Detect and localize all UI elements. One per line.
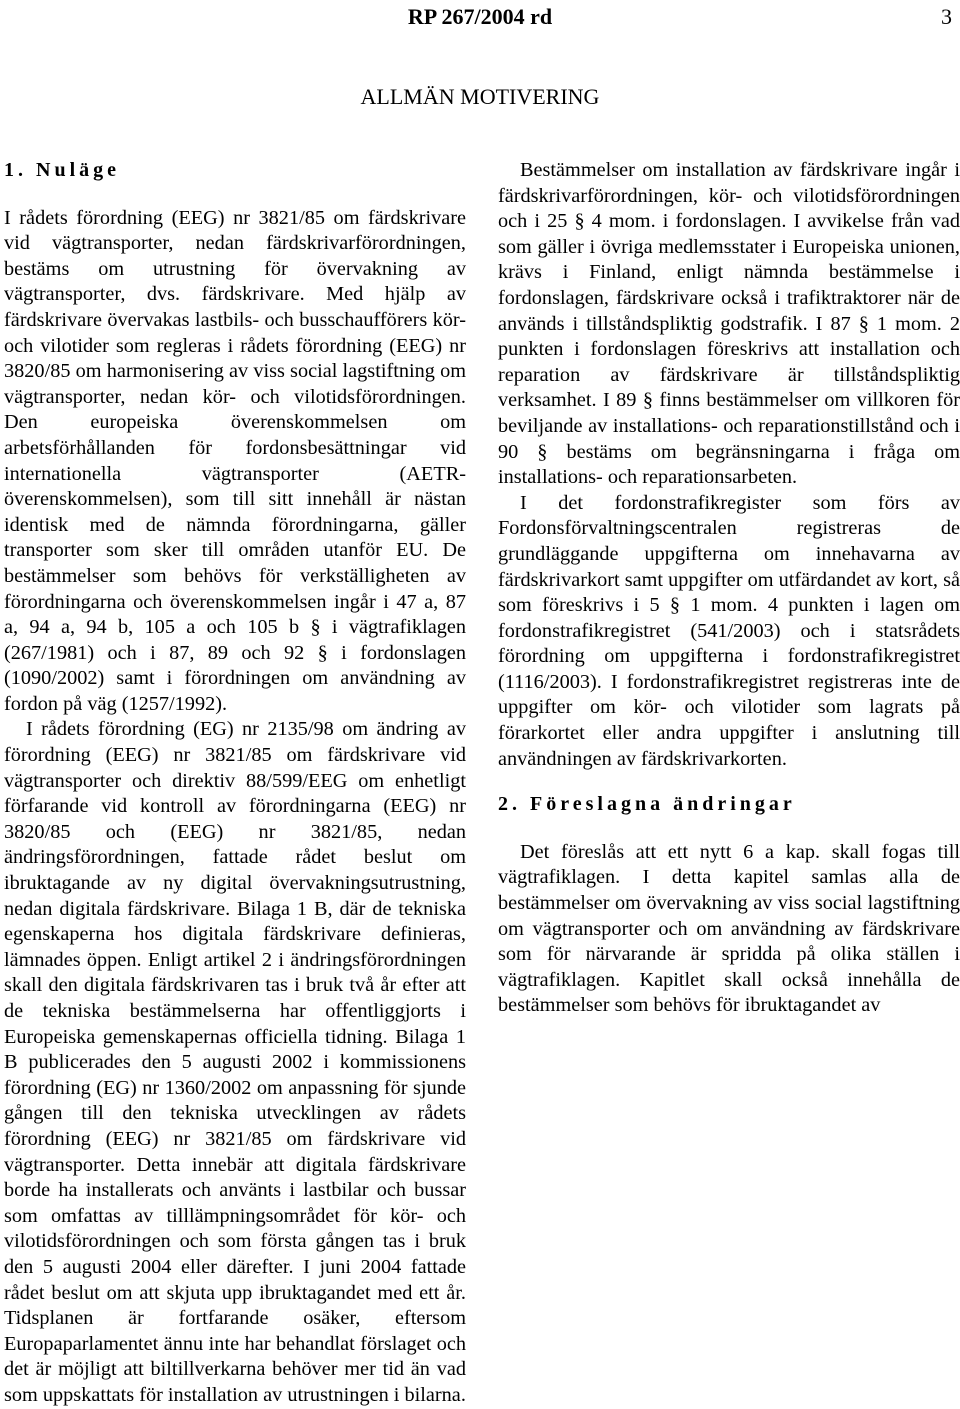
document-id: RP 267/2004 rd [407, 4, 553, 29]
section-heading-1: 1. Nuläge [4, 159, 120, 181]
paragraph-1: I rådets förordning (EEG) nr 3821/85 om färdskrivare vid vägtransporter, nedan färdskrivarförordningen, bestäms om utrustning för övervakning av vägtransporter, dvs. färdskrivare. Med hjälp av färdskrivare övervakas lastbils- och busschaufförers kör- och vilotider som regleras i rådets förordning (EEG) nr 3820/85 om harmonisering av viss social lagstiftning om vägtransporter, nedan kör- och vilotidsförordningen. Den europeiska överenskommelsen om arbetsförhållanden för fordonsbesättningar vid internationella vägtransporter (AETR-överenskommelsen), som till sitt innehåll är nästan identisk med de nämnda förordningarna, gäller transporter som sker till områden utanför EU. De bestämmelser som behövs för verkställigheten av förordningarna och överenskommelsen ingår i 47 a, 87 a, 94 a, 94 b, 105 a och 105 b § i vägtrafiklagen (267/1981) och i 87, 89 och 92 § i fordonslagen (1090/2002) samt i förordningen om användning av fordon på väg (1257/1992). [4, 206, 466, 715]
paragraph-2: I rådets förordning (EG) nr 2135/98 om ändring av förordning (EEG) nr 3821/85 om färdskrivare vid vägtransporter och direktiv 88/599/EEG om enhetligt förfarande vid kontroll av förordningarna (EEG) nr 3820/85 och (EEG) nr 3821/85, nedan ändringsförordningen, fattade rådet beslut om ibruktagande av ny digital övervakningsutrustning, nedan digitala färdskrivare. Bilaga 1 B, där de tekniska egenskaperna hos digitala färdskrivare definieras, lämnades öppen. Enligt artikel 2 i ändringsförordningen skall den digitala färdskrivaren tas i bruk två år efter att de tekniska bestämmelserna har offentliggjorts i Europeiska gemenskapernas officiella tidning. Bilaga 1 B publicerades den 5 augusti 2002 i kommissionens förordning (EG) nr 1360/2002 om anpassning för sjunde gången till den tekniska utvecklingen av rådets förordning (EEG) nr 3821/85 om färdskrivare vid vägtransporter. Detta innebär att digitala färdskrivare borde ha installerats och använts i lastbilar och bussar som omfattas av tilllämpningsområdet för kör- och vilotidsförordningen och som första gången tas i bruk den 5 augusti 2004 eller därefter. I juni 2004 fattade rådet beslut om att skjuta upp ibruktagandet med ett år. Tidsplanen är fortfarande osäker, eftersom Europaparlamentet ännu inte har behandlat förslaget och det är möjligt att biltillverkarna behöver mer tid än vad som uppskattats för installation av utrustningen i bilarna. [4, 718, 466, 1406]
page-number: 3 [941, 4, 952, 29]
right-column [498, 158, 960, 1019]
main-title: ALLMÄN MOTIVERING [360, 84, 600, 109]
section-heading-2: 2. Föreslagna ändringar [498, 793, 796, 816]
page-header [0, 4, 960, 32]
paragraph-4: I det fordonstrafikregister som förs av Fordonsförvaltningscentralen registreras de grundläggande uppgifterna om innehavarna av färdskrivarkort samt uppgifter om utfärdandet av kort, så som föreskrivs i 5 § 1 mom. 4 punkten i lagen om fordonstrafikregistret (541/2003) och i statsrådets förordning om uppgifterna i fordonstrafikregistret (1116/2003). I fordonstrafikregistret registreras inte de uppgifter om kör- och vilotider som lagrats på förarkortet eller andra uppgifter i anslutning till användningen av färdskrivarkorten. [498, 491, 960, 770]
left-column [4, 158, 466, 1409]
paragraph-5: Det föreslås att ett nytt 6 a kap. skall fogas till vägtrafiklagen. I detta kapitel samlas alla de bestämmelser om övervakning av viss social lagstiftning om vägtransporter och om användning av färdskrivare som för närvarande är spridda på olika ställen i vägtrafiklagen. Kapitlet skall också innehålla de bestämmelser som behövs för ibruktagandet av [498, 840, 960, 1017]
paragraph-3: Bestämmelser om installation av färdskrivare ingår i färdskrivarförordningen, kör- och vilotidsförordningen och i 25 § 4 mom. i fordonslagen. I avvikelse från vad som gäller i övriga medlemsstater i Europeiska unionen, krävs i Finland, enligt nämnda bestämmelse i fordonslagen, färdskrivare också i trafiktraktorer när de används i tillståndspliktig godstrafik. I 87 § 1 mom. 2 punkten i fordonslagen föreskrivs att installation och reparation av färdskrivare är tillståndspliktig verksamhet. I 89 § finns bestämmelser om villkoren för beviljande av installations- och reparationstillstånd och i 90 § bestäms om begränsningarna i fråga om installations- och reparationsarbeten. [498, 159, 960, 489]
